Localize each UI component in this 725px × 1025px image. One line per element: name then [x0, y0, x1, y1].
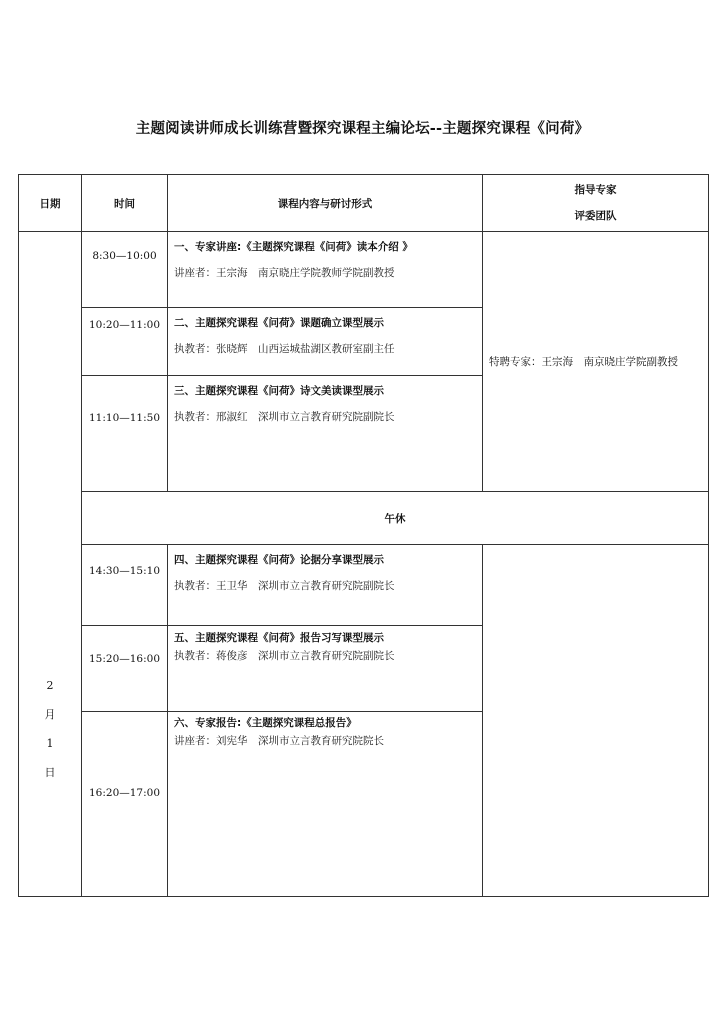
expert-morning: 特聘专家：王宗海 南京晓庄学院副教授 [489, 356, 678, 368]
date-cell [19, 232, 82, 897]
header-date: 日期 [19, 175, 82, 232]
time-cell [82, 232, 168, 308]
time-cell [82, 308, 168, 376]
header-row [19, 175, 709, 232]
session-person: 执教者：蒋俊彦 深圳市立言教育研究院副院长 [174, 650, 395, 662]
content-cell [168, 712, 483, 897]
expert-cell-afternoon [483, 545, 709, 897]
time-cell [82, 712, 168, 897]
page-title: 主题阅读讲师成长训练营暨探究课程主编论坛--主题探究课程《问荷》 [135, 121, 590, 137]
date-char: 日 [44, 766, 56, 779]
content-cell [168, 626, 483, 712]
session-title: 六、专家报告:《主题探究课程总报告》 [174, 717, 357, 729]
header-expert-line1: 指导专家 [574, 184, 617, 196]
header-expert [483, 175, 709, 232]
time-cell [82, 376, 168, 492]
lunch-cell: 午休 [82, 492, 709, 545]
session-person: 执教者：王卫华 深圳市立言教育研究院副院长 [174, 580, 395, 592]
session-person: 讲座者：刘宪华 深圳市立言教育研究院院长 [174, 735, 384, 747]
session-row [19, 232, 709, 308]
content-cell [168, 545, 483, 626]
time-cell [82, 626, 168, 712]
expert-cell-morning [483, 232, 709, 492]
header-expert-line2: 评委团队 [574, 210, 617, 222]
date-char: 月 [44, 708, 56, 721]
session-time: 10:20—11:00 [88, 319, 161, 331]
session-time: 14:30—15:10 [88, 565, 161, 577]
session-title: 二、主题探究课程《问荷》课题确立课型展示 [174, 317, 384, 329]
date-char: 1 [46, 737, 54, 750]
session-title: 五、主题探究课程《问荷》报告习写课型展示 [174, 632, 384, 644]
content-cell [168, 376, 483, 492]
date-char: 2 [46, 679, 54, 692]
session-person: 执教者：张晓辉 山西运城盐湖区教研室副主任 [174, 343, 395, 355]
header-content: 课程内容与研讨形式 [168, 175, 483, 232]
lunch-row [19, 492, 709, 545]
session-person: 讲座者：王宗海 南京晓庄学院教师学院副教授 [174, 267, 395, 279]
session-person: 执教者：邢淑红 深圳市立言教育研究院副院长 [174, 411, 395, 423]
session-row [19, 545, 709, 626]
session-title: 三、主题探究课程《问荷》诗文美读课型展示 [174, 385, 384, 397]
session-time: 11:10—11:50 [88, 412, 161, 424]
session-time: 16:20—17:00 [88, 787, 161, 799]
content-cell [168, 232, 483, 308]
session-title: 四、主题探究课程《问荷》论据分享课型展示 [174, 554, 384, 566]
session-title: 一、专家讲座:《主题探究课程《问荷》读本介绍 》 [174, 241, 413, 253]
time-cell [82, 545, 168, 626]
schedule-table [18, 174, 709, 897]
header-time: 时间 [82, 175, 168, 232]
content-cell [168, 308, 483, 376]
session-time: 8:30—10:00 [92, 250, 157, 262]
session-time: 15:20—16:00 [88, 653, 161, 665]
